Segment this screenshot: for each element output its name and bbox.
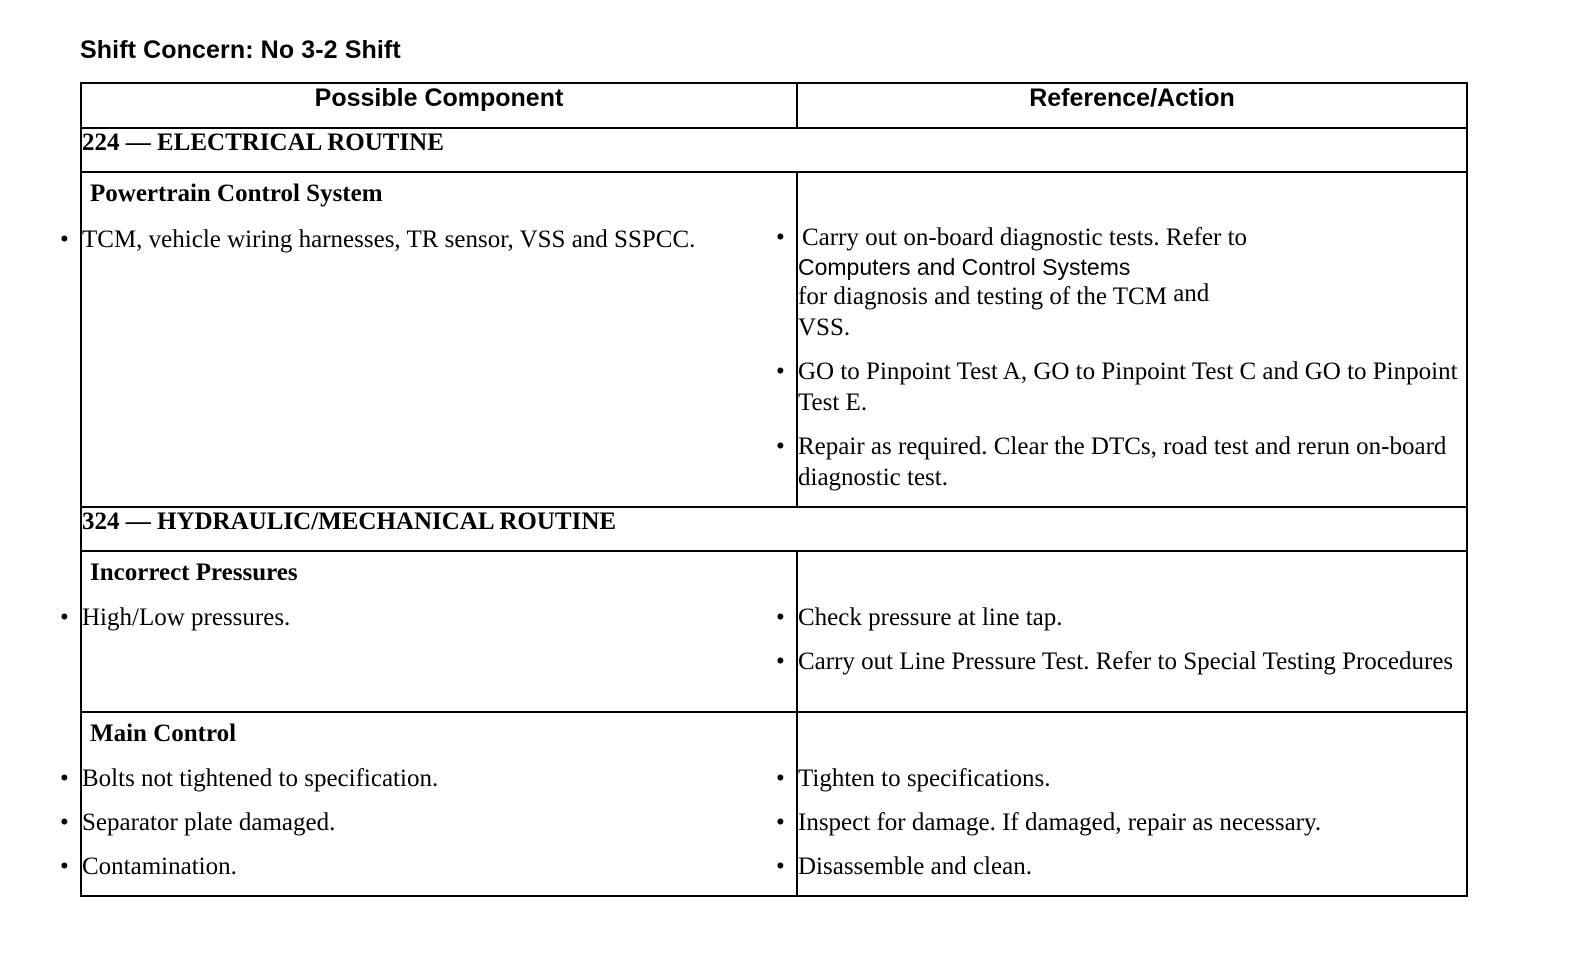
routine-heading-hydraulic: 324 — HYDRAULIC/MECHANICAL ROUTINE	[81, 507, 1467, 551]
routine-heading-electrical: 224 — ELECTRICAL ROUTINE	[81, 128, 1467, 172]
list-item: • Check pressure at line tap.	[798, 602, 1466, 633]
action-cell	[797, 712, 1467, 896]
action-cell	[797, 551, 1467, 712]
action-list	[798, 602, 1466, 677]
list-item: • Disassemble and clean.	[798, 851, 1466, 882]
component-heading: Incorrect Pressures	[90, 559, 298, 586]
list-item: • Inspect for damage. If damaged, repair as necessary.	[798, 807, 1466, 838]
page-title: Shift Concern: No 3-2 Shift	[80, 36, 401, 64]
action-text: and	[1173, 280, 1210, 307]
list-item: • Bolts not tightened to specification.	[82, 763, 796, 794]
component-heading: Powertrain Control System	[90, 180, 383, 207]
list-item: • Contamination.	[82, 851, 796, 882]
table-row	[81, 551, 1467, 712]
routine-row	[81, 128, 1467, 172]
action-text: for diagnosis and testing of the TCM	[798, 283, 1167, 310]
table-header-row	[81, 83, 1467, 128]
list-item: • TCM, vehicle wiring harnesses, TR sensor, VSS and SSPCC.	[82, 224, 796, 255]
cause-list	[82, 763, 796, 882]
header-possible-component: Possible Component	[81, 83, 797, 128]
cause-list	[82, 602, 796, 633]
diagnosis-table	[80, 82, 1468, 897]
component-heading: Main Control	[90, 720, 237, 747]
list-item: • Repair as required. Clear the DTCs, road test and rerun on-board diagnostic test.	[798, 431, 1466, 493]
cause-list	[82, 224, 796, 255]
action-cell	[797, 172, 1467, 507]
list-item	[798, 222, 1466, 343]
action-list	[798, 763, 1466, 882]
component-cell	[81, 712, 797, 896]
component-cell	[81, 172, 797, 507]
action-text: VSS.	[798, 314, 851, 341]
list-item: • Carry out Line Pressure Test. Refer to Special Testing Procedures	[798, 646, 1466, 677]
routine-row	[81, 507, 1467, 551]
table-row	[81, 712, 1467, 896]
action-text: Carry out on-board diagnostic tests. Refer to	[802, 224, 1248, 251]
table-row	[81, 172, 1467, 507]
header-reference-action: Reference/Action	[797, 83, 1467, 128]
list-item: • High/Low pressures.	[82, 602, 796, 633]
action-list	[798, 222, 1466, 493]
list-item: • Separator plate damaged.	[82, 807, 796, 838]
list-item: • GO to Pinpoint Test A, GO to Pinpoint Test C and GO to Pinpoint Test E.	[798, 356, 1466, 418]
list-item: • Tighten to specifications.	[798, 763, 1466, 794]
reference-link[interactable]: Computers and Control Systems	[798, 254, 1131, 280]
component-cell	[81, 551, 797, 712]
